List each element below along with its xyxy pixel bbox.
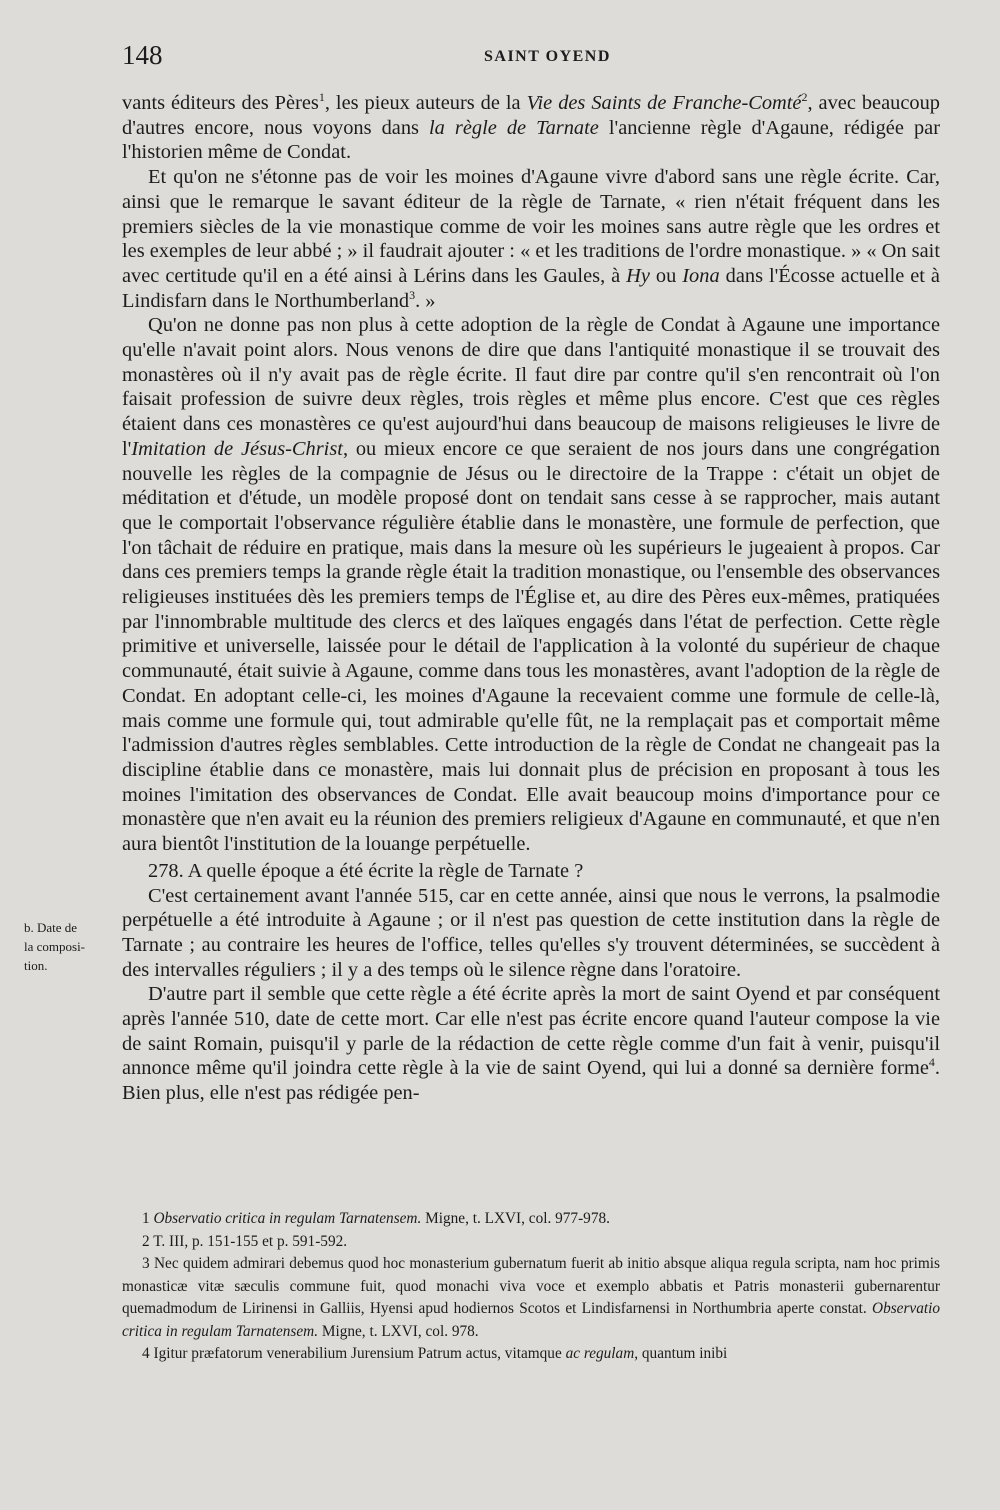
text-run: Qu'on ne donne pas non plus à cette adoption de la règle de Condat à Agaune une importance qu'elle n'avait point alors. Nous venons de dire que dans l'antiquité monastique il se trouvait des monastères où il n'y avait pas de règle écrite. Il faut dire par contre qu'il s'en rencontrait où l'on faisait profession de suivre deux règles, trois règles et même plus encore. C'est que ces règles étaient dans ces monastères ce qu'est aujourd'hui dans beaucoup de maisons religieuses le livre de l' xyxy=(122,314,940,460)
text-run: D'autre part il semble que cette règle a été écrite après la mort de saint Oyend et par conséquent après l'année 510, date de cette mort. Car elle n'est pas écrite encore quand l'auteur compose la vie de saint Romain, puisqu'il y parle de la rédaction de cette règle comme d'un fait à venir, puisqu'il annonce même qu'il joindra cette règle à la vie de saint Oyend, qui lui a donné sa dernière forme xyxy=(122,983,940,1080)
footnote-ref-2: 2 xyxy=(801,90,808,105)
paragraph-5: C'est certainement avant l'année 515, car en cette année, ainsi que nous le verrons, la psalmodie perpétuelle a été introduite à Agaune ; or il n'est pas question de cette institution dans la règle de Tarnate ; au contraire les heures de l'office, telles qu'elles s'y trouvent déterminées, se succèdent à des intervalles réguliers ; il y a des temps où le silence règne dans l'oratoire. xyxy=(122,884,940,981)
footnote-1 xyxy=(122,1208,940,1231)
place-name-italic: Iona xyxy=(682,264,720,287)
text-run: , ou mieux encore ce que seraient de nos jours dans une congrégation nouvelle les règles de la compagnie de Jésus ou le directoire de la Trappe : c'était un objet de méditation et d'étude, un modèle proposé dont on tendait sans cesse à se rapprocher, mais autant que le comportait l'observance régulière établie dans le monastère, une formule de perfection, que l'on tâchait de réduire en pratique, mais dans la mesure où les supérieurs le jugeaient à propos. Car dans ces premiers temps la grande règle était la tradition monastique, ou l'ensemble des observances religieuses instituées dès les premiers temps de l'Église et, au dire des Pères eux-mêmes, pratiquées par l'innombrable multitude des clercs et des laïques engagés dans l'état de perfection. Cette règle primitive et universelle, laissée pour le détail de l'application à la volonté du supérieur de chaque communauté, était suivie à Agaune, comme dans tous les monastères, avant l'adoption de la règle de Condat. En adoptant celle-ci, les moines d'Agaune la recevaient comme une formule de celle-là, mais comme une formule qui, tout admirable qu'elle fût, ne la remplaçait pas et comportait même l'admission d'autres règles semblables. Cette introduction de la règle de Condat ne changeait pas la discipline établie dans ce monastère, mais lui donnait plus de précision en proposant à tous les moines l'imitation des observances de Condat. Elle avait beaucoup moins d'importance pour ce monastère que n'en avait eu la réunion des premiers religieux d'Agaune en communauté, et que n'en aura bientôt l'institution de la louange perpétuelle. xyxy=(122,437,940,856)
text-run: , avec beaucoup d'autres encore, nous voyons dans xyxy=(122,92,940,139)
text-run: Et qu'on ne s'étonne pas de voir les moines d'Agaune vivre d'abord sans une règle écrite. Car, ainsi que le remarque le savant éditeur de la règle de Tarnate, « rien n'était fréquent dans les premiers siècles de la vie monastique comme de voir les moines sans autre règle que les ordres et les exemples de leur abbé ; » il faudrait ajouter : « et les traditions de l'ordre monastique. » « On sait avec certitude qu'il en a été ainsi à Lérins dans les Gaules, à xyxy=(122,166,940,287)
text-run: vants éditeurs des Pères xyxy=(122,92,319,114)
footnote-number: 4 xyxy=(142,1345,150,1362)
running-title: SAINT OYEND xyxy=(484,48,611,65)
margin-note xyxy=(24,918,124,975)
main-text xyxy=(122,91,940,1106)
text-run: . Bien plus, elle n'est pas rédigée pen- xyxy=(122,1057,940,1105)
footnote-number: 1 xyxy=(142,1210,150,1227)
footnote-ref-1: 1 xyxy=(318,90,325,105)
text-run: dans l'Écosse actuelle et à Lindisfarn dans le Northumberland xyxy=(122,264,940,312)
text-run: Observatio critica in regulam Tarnatensem. xyxy=(153,1210,422,1227)
text-run: Migne, t. LXVI, col. 978. xyxy=(318,1322,479,1340)
book-title-italic: Imitation de Jésus-Christ xyxy=(131,437,343,460)
question-heading: 278. A quelle époque a été écrite la règle de Tarnate ? xyxy=(148,859,584,882)
footnote-4 xyxy=(122,1343,940,1366)
margin-note-line: b. Date de xyxy=(24,920,78,935)
book-title-italic: Vie des Saints de Franche-Comté xyxy=(526,92,802,114)
text-run: . » xyxy=(415,289,436,312)
page-header xyxy=(122,40,952,72)
footnote-number: 2 xyxy=(142,1232,150,1250)
footnotes xyxy=(122,1208,940,1366)
paragraph-6 xyxy=(122,982,940,1106)
text-run: Migne, t. LXVI, col. 977-978. xyxy=(421,1210,610,1227)
text-run: l'ancienne règle d'Agaune, rédigée par l'historien même de Condat. xyxy=(122,116,940,164)
paragraph-1 xyxy=(122,91,940,165)
text-run: Nec quidem admirari debemus quod hoc monasterium gubernatum fuerit ab initio absque aliqua regula scripta, nam hoc primis monasticæ vitæ sæculis commune fuit, quod monachi viva voce et exemplo abbatis et Patris monasterii gubernarentur quemadmodum de Lirinensi in Galliis, Hyensi apud hodiernos Scotos et Lindisfarnensi in Northumbria aperte constat. xyxy=(122,1255,940,1317)
footnote-ref-4: 4 xyxy=(928,1055,935,1070)
book-title-italic: la règle de Tarnate xyxy=(429,116,599,139)
text-run: , les pieux auteurs de la xyxy=(324,92,527,114)
text-run: Observatio critica in regulam Tarnatensem. xyxy=(122,1300,940,1340)
page-number: 148 xyxy=(122,40,163,70)
text-run: Igitur præfatorum venerabilium Jurensium Patrum actus, vitamque xyxy=(149,1345,566,1362)
paragraph-2 xyxy=(122,165,940,313)
text-run: , quantum inibi xyxy=(634,1345,728,1362)
text-run: T. III, p. 151-155 et p. 591-592. xyxy=(149,1232,348,1250)
place-name-italic: Hy xyxy=(626,264,650,287)
footnote-number: 3 xyxy=(142,1255,150,1272)
footnote-3 xyxy=(122,1253,940,1343)
text-run: ou xyxy=(649,264,683,287)
paragraph-3 xyxy=(122,313,940,856)
margin-note-line: tion. xyxy=(24,958,48,973)
text-run: ac regulam xyxy=(565,1345,635,1362)
footnote-ref-3: 3 xyxy=(409,287,416,302)
footnote-2 xyxy=(122,1231,940,1254)
margin-note-line: la composi- xyxy=(24,939,86,954)
